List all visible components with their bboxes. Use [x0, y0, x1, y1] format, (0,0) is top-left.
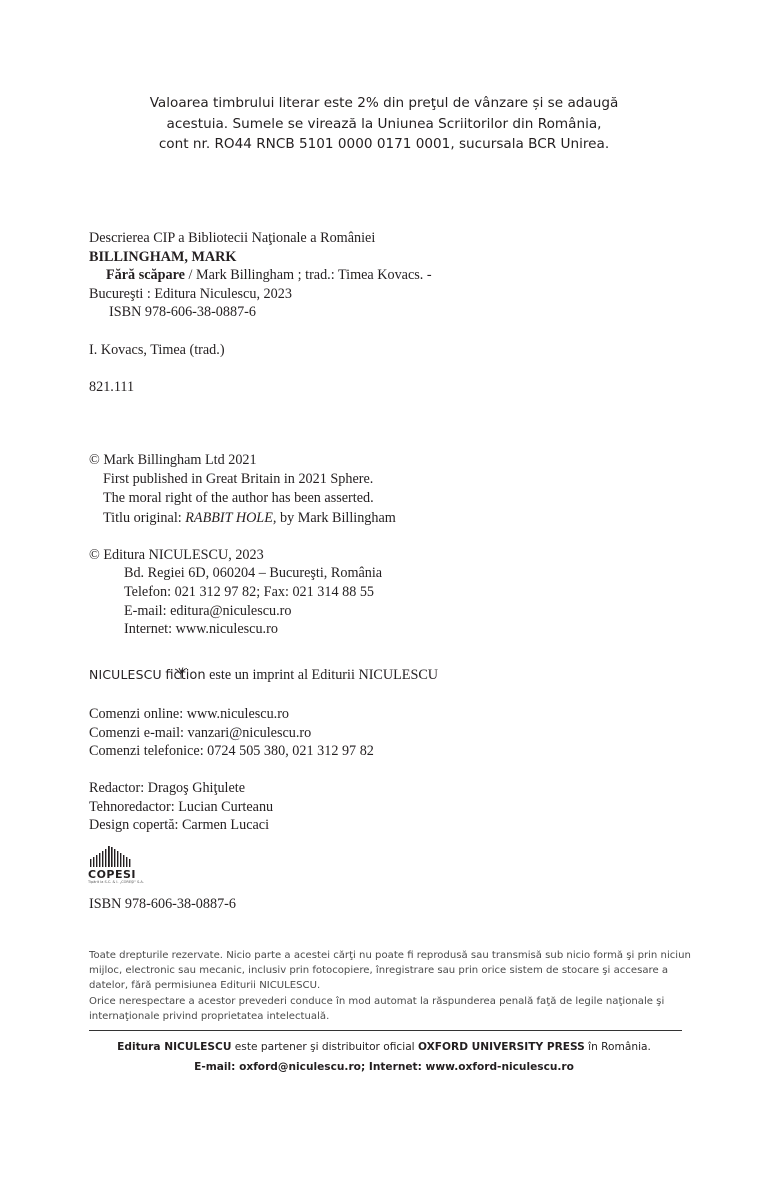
cip-publisher: Bucureşti : Editura Niculescu, 2023 — [89, 285, 292, 302]
partner-line — [0, 1038, 768, 1058]
credit-editor: Redactor: Dragoş Ghiţulete — [89, 780, 246, 796]
literary-stamp-note — [0, 93, 768, 155]
original-title-prefix: Titlu original: — [103, 510, 186, 527]
imprint-brand: NICULESCU — [89, 667, 162, 682]
spacer — [89, 528, 432, 546]
stamp-note-line: cont nr. RO44 RNCB 5101 0000 0171 0001, sucursala BCR Unirea. — [158, 136, 610, 152]
imprint-text: este un imprint al Editurii NICULESCU — [205, 667, 439, 683]
fiction-right: tion — [180, 668, 206, 683]
original-title-line — [89, 509, 432, 528]
partner-oup: OXFORD UNIVERSITY PRESS — [418, 1041, 585, 1053]
cip-title: Fără scăpare — [106, 267, 185, 284]
original-title: RABBIT HOLE, — [185, 510, 277, 527]
printer-logo — [88, 845, 144, 885]
first-published: First published in Great Britain in 2021 Sphere. — [103, 470, 374, 487]
publisher-internet: Internet: www.niculescu.ro — [124, 621, 278, 638]
stamp-note-line: Valoarea timbrului literar este 2% din preţul de vânzare și se adaugă — [149, 95, 619, 111]
rights-line: Orice nerespectare a acestor prevederi conduce în mod automat la răspunderea penală faţă de legile naţionale şi — [89, 995, 665, 1007]
printer-logo-icon — [88, 845, 140, 869]
rights-notice — [89, 948, 689, 1024]
printer-logo-sub: Tipărit la S.C. & I. „COREŞI" S.A. — [88, 880, 144, 884]
publisher-phone: Telefon: 021 312 97 82; Fax: 021 314 88 55 — [124, 583, 375, 600]
partner-publisher: Editura NICULESCU — [117, 1041, 232, 1053]
printer-logo-word: COРESI — [88, 868, 137, 881]
moral-right: The moral right of the author has been asserted. — [103, 489, 374, 506]
cip-title-line — [89, 266, 432, 285]
cip-title-rest: / Mark Billingham ; trad.: Timea Kovacs. - — [184, 267, 432, 284]
orders-phone: Comenzi telefonice: 0724 505 380, 021 312 97 82 — [89, 743, 374, 760]
fiction-left: fic — [165, 668, 181, 683]
original-title-suffix: by Mark Billingham — [276, 510, 396, 527]
orders-online: Comenzi online: www.niculescu.ro — [89, 706, 290, 722]
divider — [89, 1030, 682, 1031]
orders-email: Comenzi e-mail: vanzari@niculescu.ro — [89, 724, 312, 741]
rights-line: internaţionale privind proprietatea intelectuală. — [89, 1010, 330, 1022]
credit-cover: Design copertă: Carmen Lucaci — [89, 817, 270, 834]
imprint-fiction — [165, 668, 205, 683]
isbn-bottom: ISBN 978-606-38-0887-6 — [89, 896, 236, 912]
rights-line: mijloc, electronic sau mecanic, inclusiv prin fotocopiere, înregistrare sau prin orice sistem de stocare şi accesare a — [89, 965, 669, 977]
cip-block — [89, 229, 432, 639]
spacer — [89, 359, 432, 378]
partner-text: este partener şi distribuitor oficial — [231, 1041, 418, 1053]
publisher-address: Bd. Regiei 6D, 060204 – Bucureşti, România — [124, 565, 383, 582]
cip-translator: I. Kovacs, Timea (trad.) — [89, 341, 225, 358]
spacer — [89, 396, 432, 451]
cip-isbn: ISBN 978-606-38-0887-6 — [109, 304, 256, 321]
stamp-note-line: acestuia. Sumele se virează la Uniunea Scriitorilor din România, — [166, 115, 602, 132]
rights-line: Toate drepturile rezervate. Nicio parte a acestei cărţi nu poate fi reprodusă sau transmisă sub nicio formă şi prin niciun — [89, 950, 691, 961]
cip-classification: 821.111 — [89, 378, 135, 395]
partner-text-end: în România. — [584, 1041, 651, 1053]
spacer — [89, 322, 432, 341]
orders-block — [89, 705, 374, 761]
credit-typesetter: Tehnoredactor: Lucian Curteanu — [89, 798, 274, 815]
cip-heading: Descrierea CIP a Bibliotecii Naţionale a României — [89, 230, 376, 246]
partner-notice — [0, 1038, 768, 1077]
copyright-line: © Mark Billingham Ltd 2021 — [89, 452, 257, 469]
rights-line: datelor, fără permisiunea Editurii NICULESCU. — [89, 980, 321, 992]
cip-author: BILLINGHAM, MARK — [89, 248, 237, 265]
partner-contact: E-mail: oxford@niculescu.ro; Internet: www.oxford-niculescu.ro — [194, 1060, 574, 1073]
publisher-email: E-mail: editura@niculescu.ro — [124, 602, 292, 619]
imprint-line — [89, 666, 438, 686]
credits-block — [89, 779, 273, 835]
publisher-copyright: © Editura NICULESCU, 2023 — [89, 546, 264, 563]
